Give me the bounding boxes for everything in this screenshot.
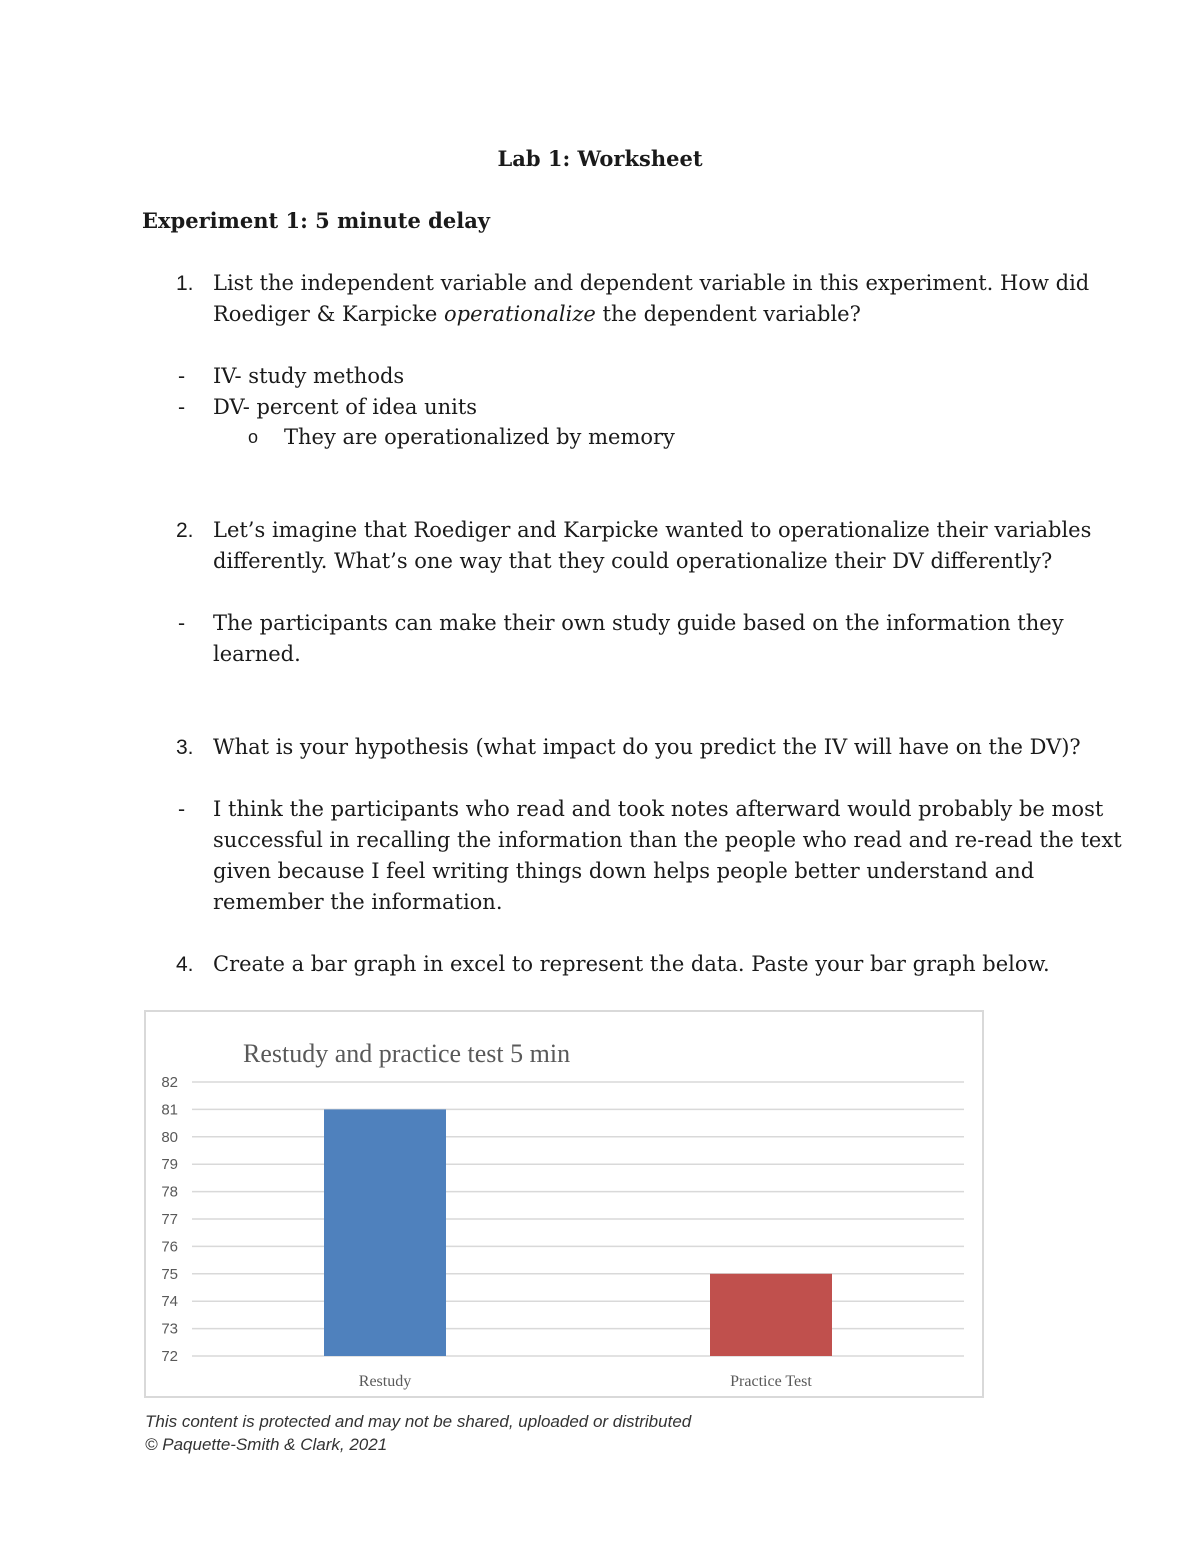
answer-1-sub: They are operationalized by memory [284, 425, 675, 449]
question-1-line-2 [213, 299, 861, 330]
experiment-heading: Experiment 1: 5 minute delay [142, 208, 491, 233]
y-tick-label: 75 [161, 1265, 178, 1283]
bar-chart-frame [144, 1010, 984, 1398]
question-4-number: 4. [176, 953, 194, 976]
footer-notice: This content is protected and may not be shared, uploaded or distributed [145, 1412, 692, 1431]
answer-3-line-2: successful in recalling the information than the people who read and re-read the text [213, 828, 1122, 852]
question-2-line-2: differently. What’s one way that they could operationalize their DV differently? [213, 549, 1053, 573]
bar-chart [146, 1012, 982, 1396]
answer-3-dash: - [178, 797, 186, 821]
answer-1-dash: - [178, 364, 186, 388]
question-2-line-1: Let’s imagine that Roediger and Karpicke wanted to operationalize their variables [213, 518, 1092, 542]
question-2-number: 2. [176, 519, 194, 542]
question-3-line-1: What is your hypothesis (what impact do you predict the IV will have on the DV)? [213, 735, 1081, 759]
y-tick-label: 82 [161, 1074, 178, 1091]
answer-1-dash-2: - [178, 395, 186, 419]
y-tick-label: 79 [161, 1156, 178, 1174]
x-tick-label: Restudy [358, 1373, 412, 1390]
x-tick-label: Practice Test [730, 1373, 812, 1390]
bar [710, 1274, 832, 1356]
question-1-emphasis: operationalize [444, 302, 596, 326]
answer-1-dv: DV- percent of idea units [213, 395, 478, 419]
question-1-text-a: Roediger & Karpicke [213, 302, 444, 326]
question-1-number: 1. [176, 272, 194, 295]
answer-3-line-3: given because I feel writing things down helps people better understand and [213, 859, 1035, 883]
y-tick-label: 81 [161, 1101, 178, 1119]
question-1-line-1: List the independent variable and dependent variable in this experiment. How did [213, 271, 1090, 295]
y-tick-label: 74 [161, 1293, 178, 1311]
y-tick-label: 80 [161, 1128, 178, 1146]
answer-2-line-1: The participants can make their own study guide based on the information they [213, 611, 1064, 635]
question-4-line-1: Create a bar graph in excel to represent the data. Paste your bar graph below. [213, 952, 1050, 976]
footer-copyright: © Paquette-Smith & Clark, 2021 [145, 1435, 388, 1454]
question-1-text-b: the dependent variable? [595, 302, 861, 326]
bar [324, 1109, 446, 1356]
y-tick-label: 78 [161, 1183, 178, 1201]
answer-2-line-2: learned. [213, 642, 301, 666]
y-tick-label: 73 [161, 1320, 178, 1338]
chart-title: Restudy and practice test 5 min [243, 1039, 571, 1068]
answer-2-dash: - [178, 611, 186, 635]
sub-bullet-icon: o [248, 427, 259, 447]
answer-3-line-4: remember the information. [213, 890, 503, 914]
answer-3-line-1: I think the participants who read and took notes afterward would probably be most [213, 797, 1104, 821]
answer-1-iv: IV- study methods [213, 364, 405, 388]
page-title: Lab 1: Worksheet [497, 146, 703, 171]
y-tick-label: 76 [161, 1238, 178, 1256]
y-tick-label: 72 [161, 1348, 178, 1365]
y-tick-label: 77 [161, 1211, 178, 1228]
question-3-number: 3. [176, 736, 194, 759]
